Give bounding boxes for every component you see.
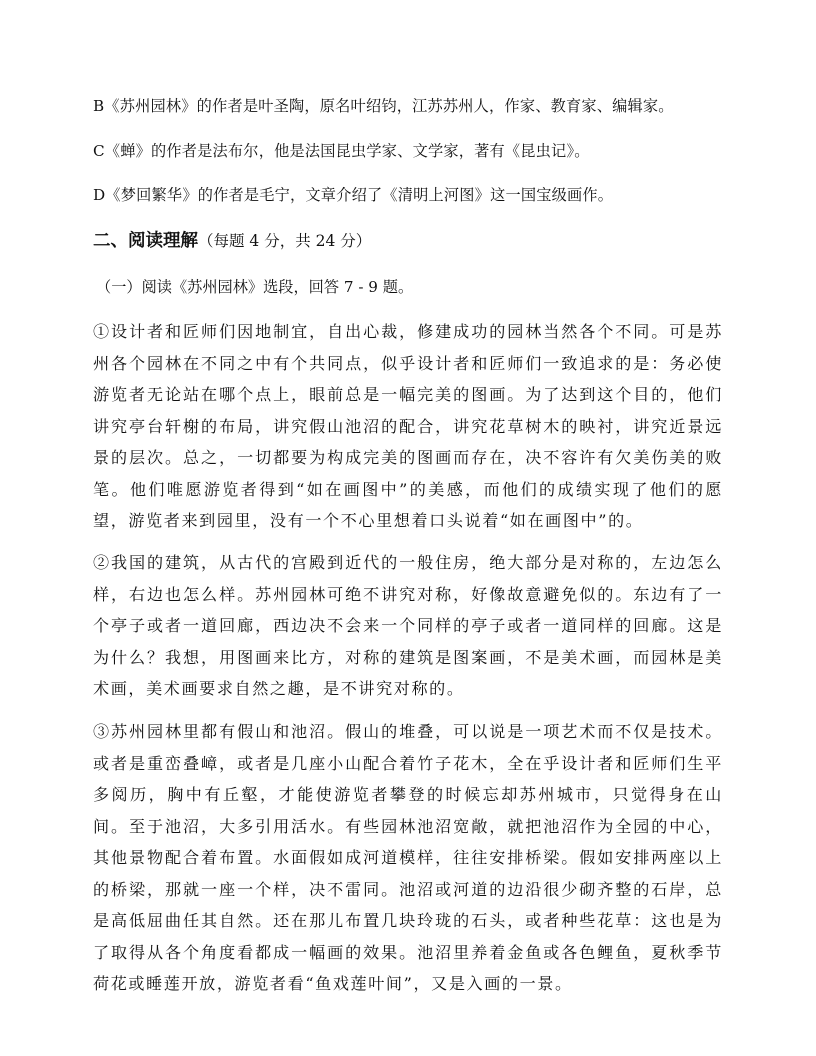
passage-paragraph-1: ①设计者和匠师们因地制宜，自出心裁，修建成功的园林当然各个不同。可是苏州各个园林在不同之中有个共同点，似乎设计者和匠师们一致追求的是：务必使游览者无论站在哪个点上，眼前总是一幅完美的图画。为了达到这个目的，他们讲究亭台轩榭的布局，讲究假山池沼的配合，讲究花草树木的映衬，讲究近景远景的层次。总之，一切都要为构成完美的图画而存在，决不容许有欠美伤美的败笔。他们唯愿游览者得到“如在画图中”的美感，而他们的成绩实现了他们的愿望，游览者来到园里，没有一个不心里想着口头说着“如在画图中”的。	[93, 322, 723, 530]
option-c: C《蝉》的作者是法布尔，他是法国昆虫学家、文学家，著有《昆虫记》。	[93, 142, 590, 160]
section-score-note: （每题 4 分，共 24 分）	[198, 232, 372, 250]
reading-subheading: （一）阅读《苏州园林》选段，回答 7 - 9 题。	[96, 278, 414, 296]
passage-paragraph-3: ③苏州园林里都有假山和池沼。假山的堆叠，可以说是一项艺术而不仅是技术。或者是重峦叠嶂，或者是几座小山配合着竹子花木，全在乎设计者和匠师们生平多阅历，胸中有丘壑，才能使游览者攀登的时候忘却苏州城市，只觉得身在山间。至于池沼，大多引用活水。有些园林池沼宽敞，就把池沼作为全园的中心，其他景物配合着布置。水面假如成河道模样，往往安排桥梁。假如安排两座以上的桥梁，那就一座一个样，决不雷同。池沼或河道的边沿很少砌齐整的石岸，总是高低屈曲任其自然。还在那儿布置几块玲珑的石头，或者种些花草：这也是为了取得从各个角度看都成一幅画的效果。池沼里养着金鱼或各色鲤鱼，夏秋季节荷花或睡莲开放，游览者看“鱼戏莲叶间”，又是入画的一景。	[93, 722, 723, 993]
section-title: 二、阅读理解	[93, 231, 198, 251]
passage-paragraph-2: ②我国的建筑，从古代的宫殿到近代的一般住房，绝大部分是对称的，左边怎么样，右边也怎么样。苏州园林可绝不讲究对称，好像故意避免似的。东边有了一个亭子或者一道回廊，西边决不会来一个同样的亭子或者一道同样的回廊。这是为什么？我想，用图画来比方，对称的建筑是图案画，不是美术画，而园林是美术画，美术画要求自然之趣，是不讲究对称的。	[93, 553, 723, 698]
section-heading	[93, 229, 371, 253]
option-d: D《梦回繁华》的作者是毛宁，文章介绍了《清明上河图》这一国宝级画作。	[93, 186, 614, 204]
option-b: B《苏州园林》的作者是叶圣陶，原名叶绍钧，江苏苏州人，作家、教育家、编辑家。	[93, 97, 674, 115]
